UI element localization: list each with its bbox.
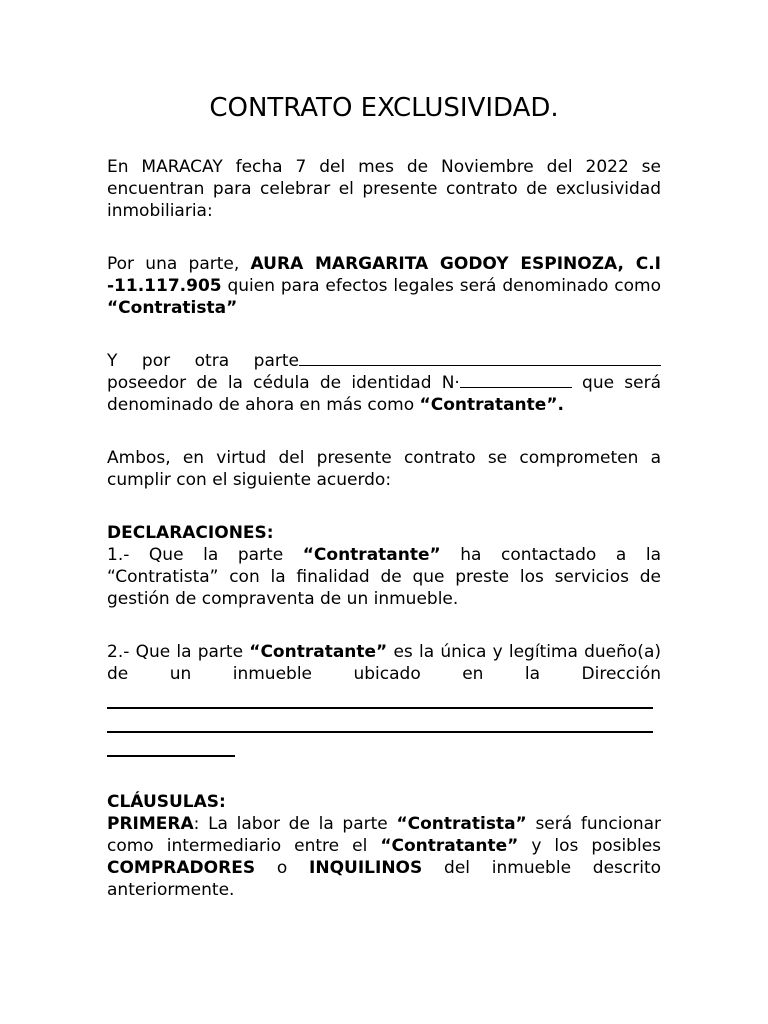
spacer xyxy=(107,610,661,641)
declaraciones-section xyxy=(107,522,661,610)
address-blank-line-1[interactable] xyxy=(107,691,653,709)
primera-t4: o xyxy=(276,858,288,878)
party2-id-blank[interactable] xyxy=(460,373,572,388)
declaracion2-prefix: 2.- Que la parte xyxy=(107,642,244,662)
clausulas-section xyxy=(107,791,661,901)
declaracion1-role: “Contratante” xyxy=(302,545,441,565)
party2-name-blank[interactable] xyxy=(299,351,661,366)
party2-mid2: que será denominado de ahora en más como xyxy=(107,373,662,415)
document-title: CONTRATO EXCLUSIVIDAD. xyxy=(209,93,559,123)
address-blank-line-2[interactable] xyxy=(107,715,653,733)
party1-name: AURA MARGARITA GODOY ESPINOZA, C.I -11.117.905 xyxy=(107,254,661,296)
intro-paragraph: En MARACAY fecha 7 del mes de Noviembre del 2022 se encuentran para celebrar el presente contrato de exclusividad inmobiliaria: xyxy=(107,157,661,221)
declaracion1-text: ha contactado a la “Contratista” con la finalidad de que preste los servicios de gestión de compraventa de un inmueble. xyxy=(107,545,661,609)
primera-role1: “Contratista” xyxy=(396,814,527,834)
primera-t2: será funcionar como intermediario entre el xyxy=(107,814,662,856)
spacer xyxy=(107,757,661,791)
party1-mid: quien para efectos legales será denominado como xyxy=(227,276,661,296)
party2-mid: poseedor de la cédula de identidad N· xyxy=(107,373,460,393)
spacer xyxy=(107,222,661,253)
party1-role: “Contratista” xyxy=(107,298,238,318)
party2-line1 xyxy=(107,350,661,372)
spacer xyxy=(107,491,661,522)
spacer xyxy=(107,319,661,350)
primera-t1: : La labor de la parte xyxy=(193,814,388,834)
primera-label: PRIMERA xyxy=(107,814,194,834)
primera-compradores: COMPRADORES xyxy=(107,858,256,878)
party2-prefix: Y por otra parte xyxy=(107,351,299,371)
clausulas-heading: CLÁUSULAS: xyxy=(107,792,226,812)
declaracion2-role: “Contratante” xyxy=(249,642,388,662)
primera-t3: y los posibles xyxy=(531,836,662,856)
address-blank-line-3[interactable] xyxy=(107,739,235,757)
party1-prefix: Por una parte, xyxy=(107,254,240,274)
primera-t5: del inmueble descrito anteriormente. xyxy=(107,858,662,900)
spacer xyxy=(107,416,661,447)
declaracion2-text: es la única y legítima dueño(a) de un inmueble ubicado en la Dirección xyxy=(107,642,661,684)
declaracion1-prefix: 1.- Que la parte xyxy=(107,545,284,565)
party2-paragraph xyxy=(107,350,661,416)
declaracion2-paragraph xyxy=(107,641,661,685)
party1-paragraph xyxy=(107,253,661,319)
party2-role: “Contratante”. xyxy=(419,395,564,415)
declaraciones-heading: DECLARACIONES: xyxy=(107,523,274,543)
primera-inquilinos: INQUILINOS xyxy=(309,858,423,878)
both-paragraph: Ambos, en virtud del presente contrato se comprometen a cumplir con el siguiente acuerdo: xyxy=(107,448,661,490)
primera-role2: “Contratante” xyxy=(380,836,519,856)
